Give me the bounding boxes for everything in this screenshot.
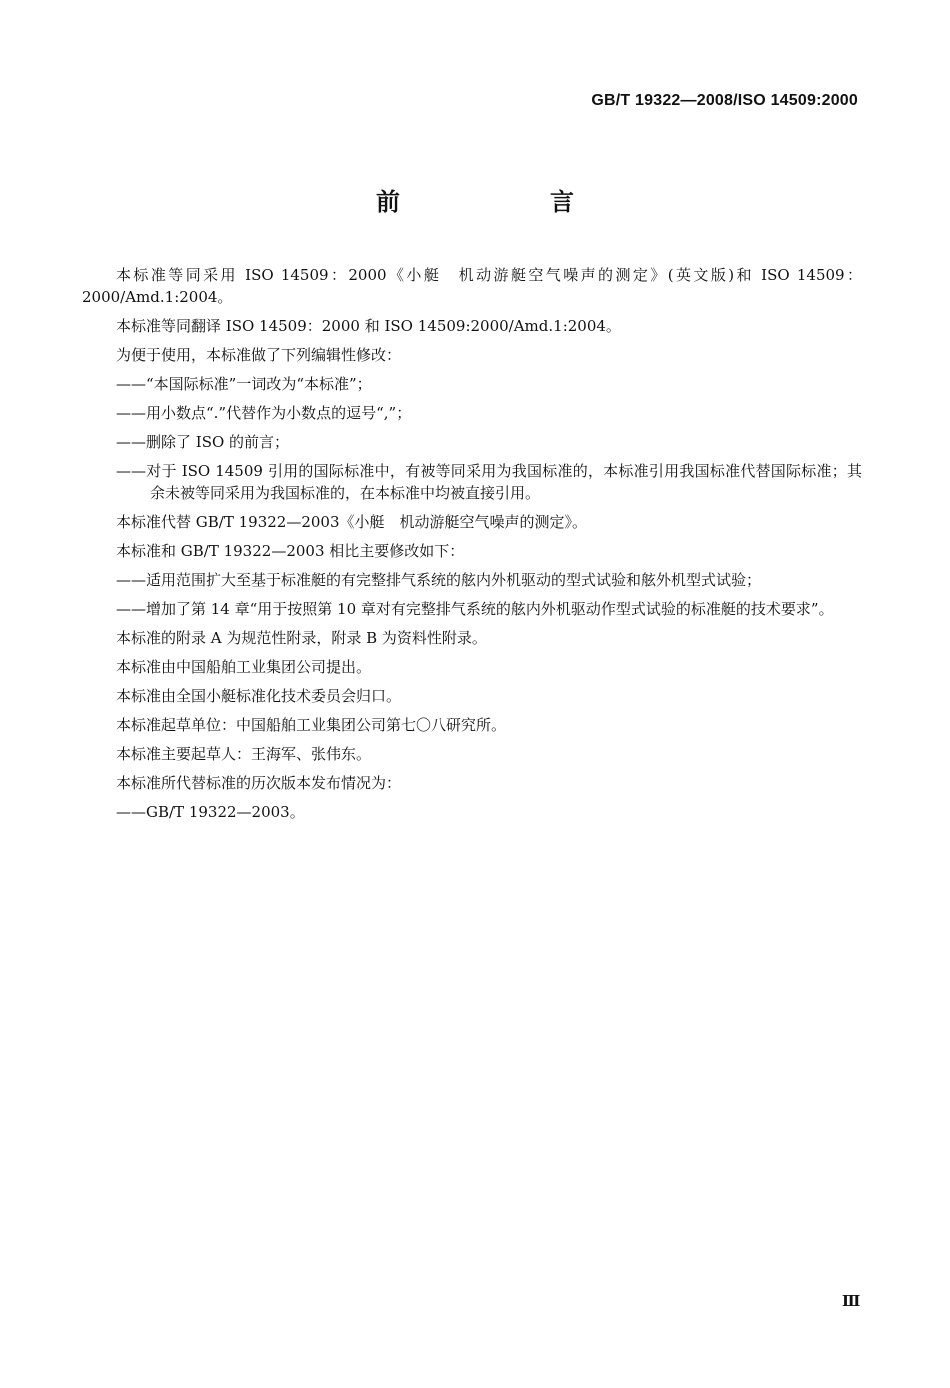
standard-code-header: GB/T 19322—2008/ISO 14509:2000 bbox=[591, 92, 858, 109]
paragraph-editorial-intro: 为便于使用，本标准做了下列编辑性修改： bbox=[116, 346, 402, 364]
paragraph-drafters: 本标准主要起草人：王海军、张伟东。 bbox=[116, 745, 372, 763]
paragraph-drafting-unit: 本标准起草单位：中国船舶工业集团公司第七〇八研究所。 bbox=[116, 716, 507, 734]
list-item-previous-edition: ——GB/T 19322—2003。 bbox=[116, 803, 305, 821]
paragraph-previous-editions-intro: 本标准所代替标准的历次版本发布情况为： bbox=[116, 774, 402, 792]
paragraph-replaces: 本标准代替 GB/T 19322—2003《小艇 机动游艇空气噪声的测定》。 bbox=[116, 513, 587, 531]
paragraph-proposed-by: 本标准由中国船舶工业集团公司提出。 bbox=[116, 658, 372, 676]
list-item-referenced-standards: ——对于 ISO 14509 引用的国际标准中，有被等同采用为我国标准的，本标准引用我国标准代替国际标准；其余未被等同采用为我国标准的，在本标准中均被直接引用。 bbox=[116, 462, 862, 502]
list-item-remove-foreword: ——删除了 ISO 的前言； bbox=[116, 433, 290, 451]
list-item-scope-extension: ——适用范围扩大至基于标准艇的有完整排气系统的舷内外机驱动的型式试验和舷外机型式试验； bbox=[116, 571, 762, 589]
paragraph-main-changes-intro: 本标准和 GB/T 19322—2003 相比主要修改如下： bbox=[116, 542, 465, 560]
page-number: Ⅲ bbox=[842, 1292, 861, 1310]
list-item-term-change: ——“本国际标准”一词改为“本标准”； bbox=[116, 375, 372, 393]
foreword-body bbox=[82, 264, 862, 830]
paragraph-annexes: 本标准的附录 A 为规范性附录，附录 B 为资料性附录。 bbox=[116, 629, 487, 647]
page-title: 前 言 bbox=[376, 188, 608, 216]
paragraph-translation: 本标准等同翻译 ISO 14509：2000 和 ISO 14509:2000/Amd.1:2004。 bbox=[116, 317, 621, 335]
paragraph-under-jurisdiction: 本标准由全国小艇标准化技术委员会归口。 bbox=[116, 687, 402, 705]
list-item-decimal-point: ——用小数点“.”代替作为小数点的逗号“,”； bbox=[116, 404, 412, 422]
paragraph-adoption: 本标准等同采用 ISO 14509：2000《小艇 机动游艇空气噪声的测定》(英文版)和 ISO 14509：2000/Amd.1:2004。 bbox=[82, 266, 862, 306]
list-item-chapter-14: ——增加了第 14 章“用于按照第 10 章对有完整排气系统的舷内外机驱动作型式试验的标准艇的技术要求”。 bbox=[116, 600, 834, 618]
